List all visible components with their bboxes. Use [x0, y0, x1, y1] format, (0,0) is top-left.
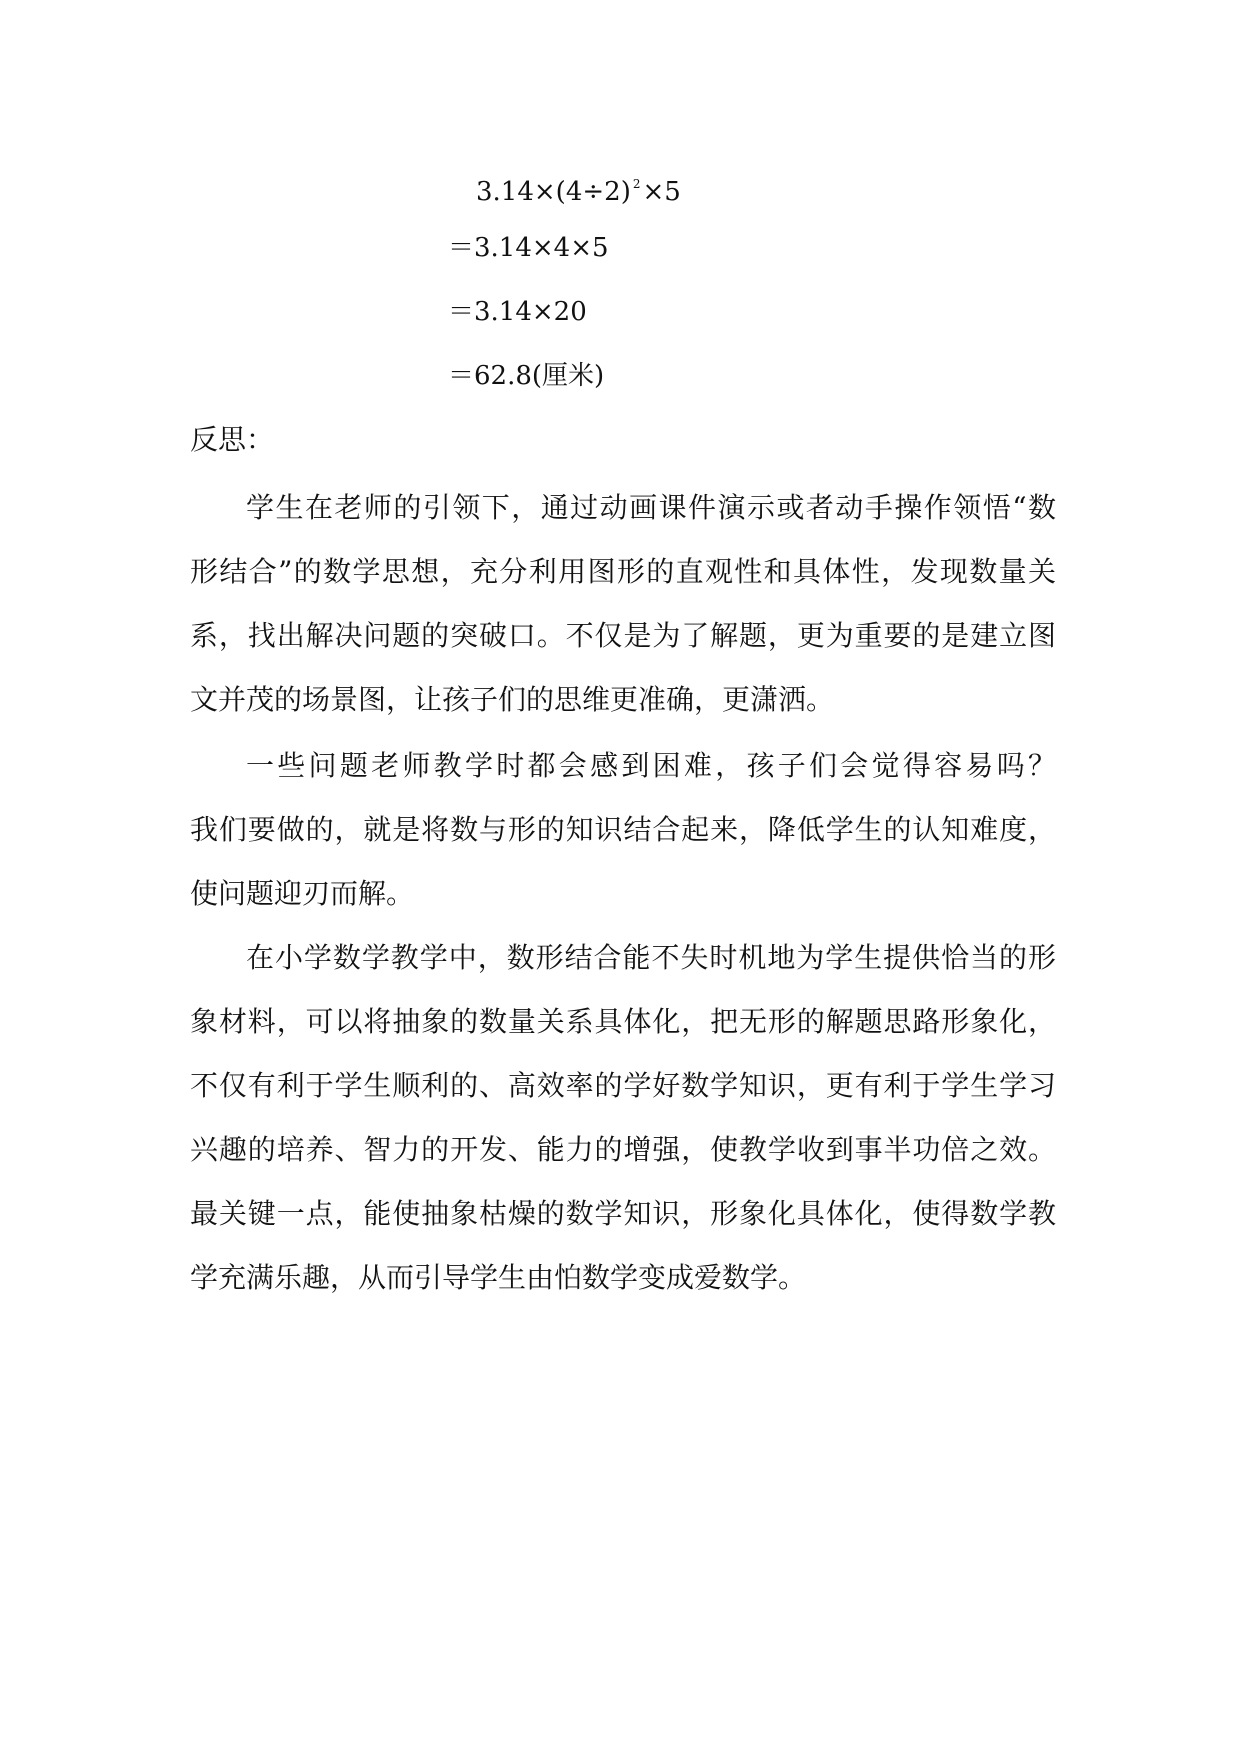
reflection-paragraph-1 [190, 476, 1056, 732]
calculation-step: ＝3.14×20 [448, 297, 587, 327]
paragraph-line: 文并茂的场景图，让孩子们的思维更准确，更潇洒。 [190, 683, 835, 716]
calculation-result: ＝62.8(厘米) [448, 361, 605, 391]
paragraph-line: 形结合”的数学思想，充分利用图形的直观性和具体性，发现数量关 [190, 555, 1056, 588]
reflection-paragraph-3 [190, 926, 1056, 1310]
paragraph-line: 学生在老师的引领下，通过动画课件演示或者动手操作领悟“数 [246, 491, 1056, 524]
exponent: 2 [632, 177, 641, 191]
reflection-paragraph-2 [190, 734, 1056, 926]
paragraph-line: 兴趣的培养、智力的开发、能力的增强，使教学收到事半功倍之效。 [190, 1133, 1056, 1166]
paragraph-line: 一些问题老师教学时都会感到困难，孩子们会觉得容易吗？ [246, 749, 1056, 782]
calculation-expression: 3.14×(4÷2) [476, 177, 631, 207]
paragraph-line: 系，找出解决问题的突破口。不仅是为了解题，更为重要的是建立图 [190, 619, 1056, 652]
paragraph-line: 我们要做的，就是将数与形的知识结合起来，降低学生的认知难度， [190, 813, 1056, 846]
paragraph-line: 使问题迎刃而解。 [190, 877, 415, 910]
paragraph-line: 在小学数学教学中，数形结合能不失时机地为学生提供恰当的形 [246, 941, 1056, 974]
paragraph-line: 不仅有利于学生顺利的、高效率的学好数学知识，更有利于学生学习 [190, 1069, 1056, 1102]
reflection-heading: 反思： [190, 423, 275, 456]
calculation-step: ＝3.14×4×5 [448, 233, 609, 263]
paragraph-line: 象材料，可以将抽象的数量关系具体化，把无形的解题思路形象化， [190, 1005, 1056, 1038]
paragraph-line: 学充满乐趣，从而引导学生由怕数学变成爱数学。 [190, 1261, 807, 1294]
paragraph-line: 最关键一点，能使抽象枯燥的数学知识，形象化具体化，使得数学教 [190, 1197, 1056, 1230]
calculation-expression-tail: ×5 [642, 177, 681, 207]
